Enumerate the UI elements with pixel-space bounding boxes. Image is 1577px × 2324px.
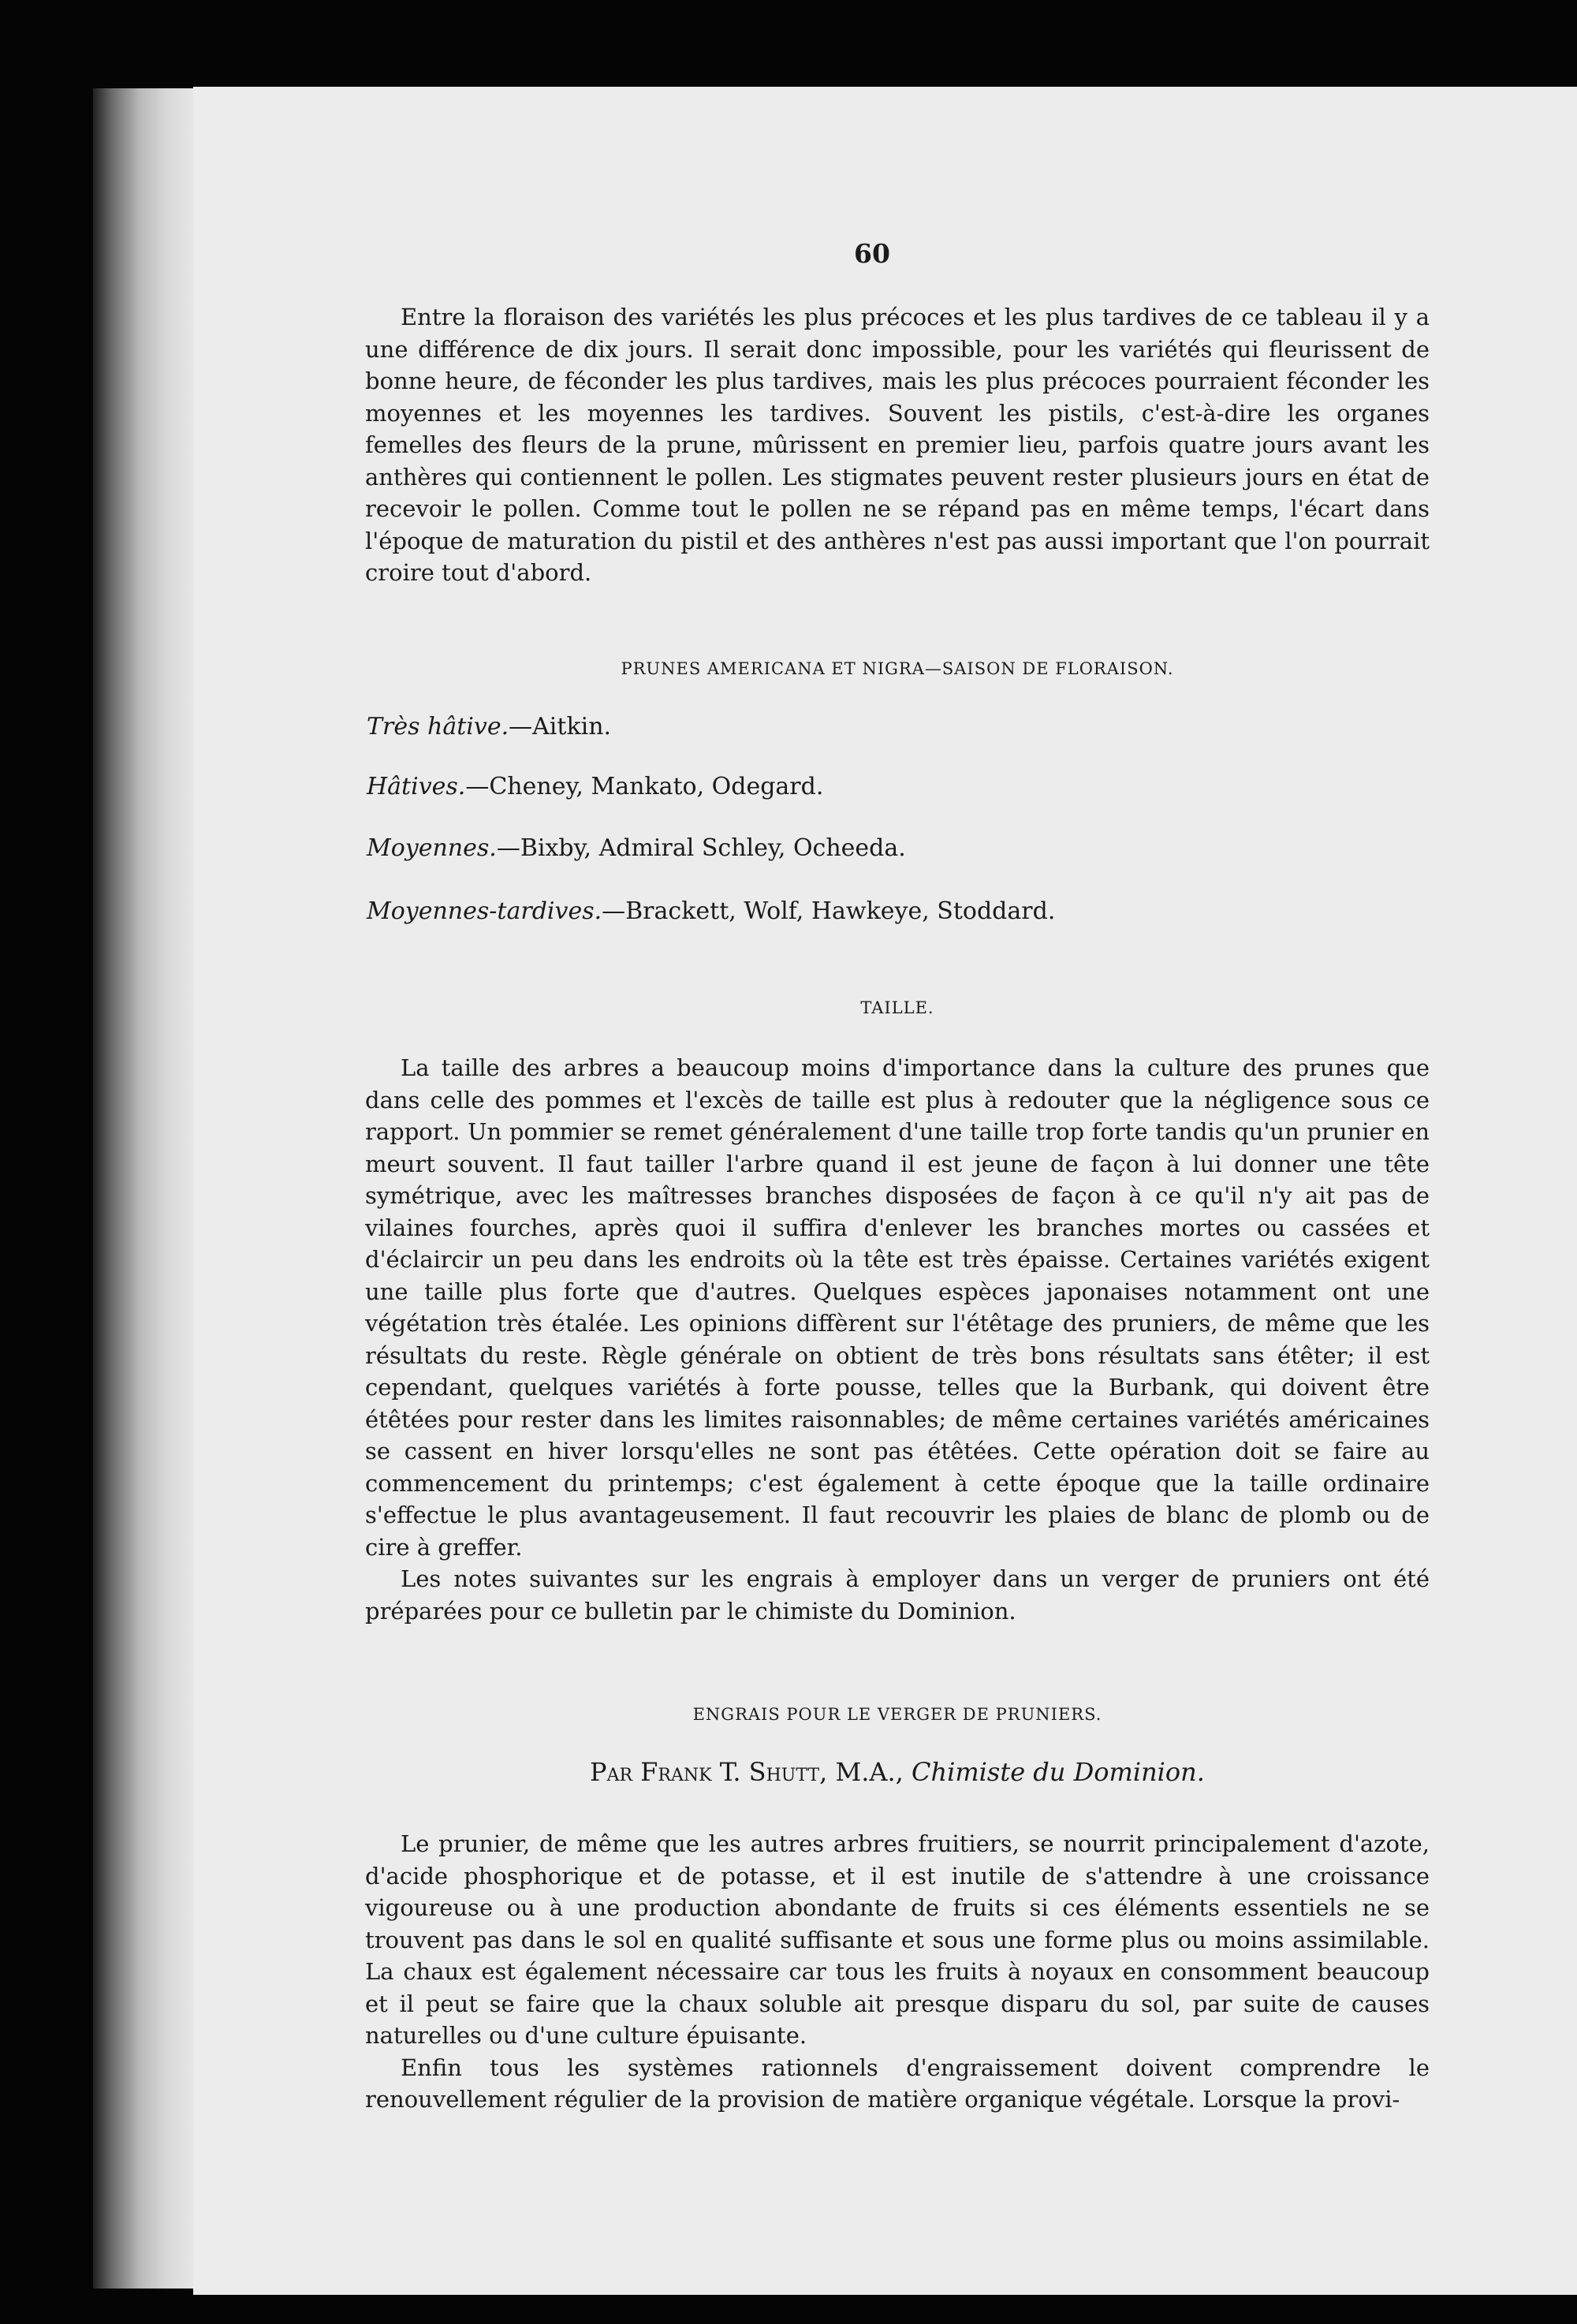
season-moyennes-tardives: [367, 897, 1055, 925]
author-line: [365, 1757, 1430, 1787]
taille-section: [365, 1052, 1430, 1627]
engrais-paragraph-1: Le prunier, de même que les autres arbres fruitiers, se nourrit principalement d'azote, d'acide phosphorique et de potasse, et il est inutile de s'attendre à une croissance vigoureuse ou à une production abondante de fruits si ces éléments essentiels ne se trouvent pas dans le sol en qualité suffisante et sous une forme plus ou moins assimilable. La chaux est également nécessaire car tous les fruits à noyaux en consomment beaucoup et il peut se faire que la chaux soluble ait presque disparu du sol, par suite de causes naturelles ou d'une culture épuisante.: [365, 1830, 1430, 2049]
intro-paragraph-block: [365, 301, 1430, 589]
season-hatives: [367, 773, 823, 800]
taille-heading: TAILLE.: [860, 998, 934, 1017]
author-title: Chimiste du Dominion.: [912, 1757, 1205, 1787]
season-moyennes: [367, 834, 906, 862]
intro-paragraph: Entre la floraison des variétés les plus précoces et les plus tardives de ce tableau il y a une différence de dix jours. Il serait donc impossible, pour les variétés qui fleurissent de bonne heure, de féconder les plus tardives, mais les plus précoces pourraient féconder les moyennes et les moyennes les tardives. Souvent les pistils, c'est-à-dire les organes femelles des fleurs de la prune, mûrissent en premier lieu, parfois quatre jours avant les anthères qui contiennent le pollen. Les stigmates peuvent rester plusieurs jours en état de recevoir le pollen. Comme tout le pollen ne se répand pas en même temps, l'écart dans l'époque de maturation du pistil et des anthères n'est pas aussi important que l'on pourrait croire tout d'abord.: [365, 304, 1430, 586]
author-name: Par Frank T. Shutt: [590, 1757, 820, 1787]
season-label: Moyennes-tardives.: [367, 897, 602, 925]
season-label: Moyennes.: [367, 834, 497, 862]
season-varieties: —Aitkin.: [509, 713, 612, 740]
taille-paragraph-1: La taille des arbres a beaucoup moins d'importance dans la culture des prunes que dans celle des pommes et l'excès de taille est plus à redouter que la négligence sous ce rapport. Un pommier se remet généralement d'une taille trop forte tandis qu'un prunier en meurt souvent. Il faut tailler l'arbre quand il est jeune de façon à lui donner une tête symétrique, avec les maîtresses branches disposées de façon à ce qu'il n'y ait pas de vilaines fourches, après quoi il suffira d'enlever les branches mortes ou cassées et d'éclaircir un peu dans les endroits où la tête est très épaisse. Certaines variétés exigent une taille plus forte que d'autres. Quelques espèces japonaises notamment ont une végétation très étalée. Les opinions diffèrent sur l'étêtage des pruniers, de même que les résultats du reste. Règle générale on obtient de très bons résultats sans étêter; il est cependant, quelques variétés à forte pousse, telles que la Burbank, qui doivent être étêtées pour rester dans les limites raisonnables; de même certaines variétés américaines se cassent en hiver lorsqu'elles ne sont pas étêtées. Cette opération doit se faire au commencement du printemps; c'est également à cette époque que la taille ordinaire s'effectue le plus avantageusement. Il faut recouvrir les plaies de blanc de plomb ou de cire à greffer.: [365, 1054, 1430, 1561]
season-tres-hative: [367, 713, 611, 740]
season-label: Très hâtive.: [367, 713, 509, 740]
taille-paragraph-2: Les notes suivantes sur les engrais à employer dans un verger de pruniers ont été préparées pour ce bulletin par le chimiste du Dominion.: [365, 1565, 1430, 1625]
season-varieties: —Cheney, Mankato, Odegard.: [465, 773, 824, 800]
season-varieties: —Brackett, Wolf, Hawkeye, Stoddard.: [602, 897, 1056, 925]
author-degree: , M.A.,: [819, 1757, 912, 1787]
engrais-paragraph-2: Enfin tous les systèmes rationnels d'engraissement doivent comprendre le renouvellement régulier de la provision de matière organique végétale. Lorsque la provi-: [365, 2054, 1430, 2113]
page-number: 60: [854, 238, 890, 269]
engrais-section: [365, 1828, 1430, 2116]
floraison-heading: PRUNES AMERICANA ET NIGRA—SAISON DE FLORAISON.: [621, 659, 1174, 678]
season-varieties: —Bixby, Admiral Schley, Ocheeda.: [496, 834, 906, 862]
page-spine-shadow: [93, 88, 197, 2289]
engrais-heading: ENGRAIS POUR LE VERGER DE PRUNIERS.: [692, 1705, 1102, 1724]
season-label: Hâtives.: [367, 773, 466, 800]
